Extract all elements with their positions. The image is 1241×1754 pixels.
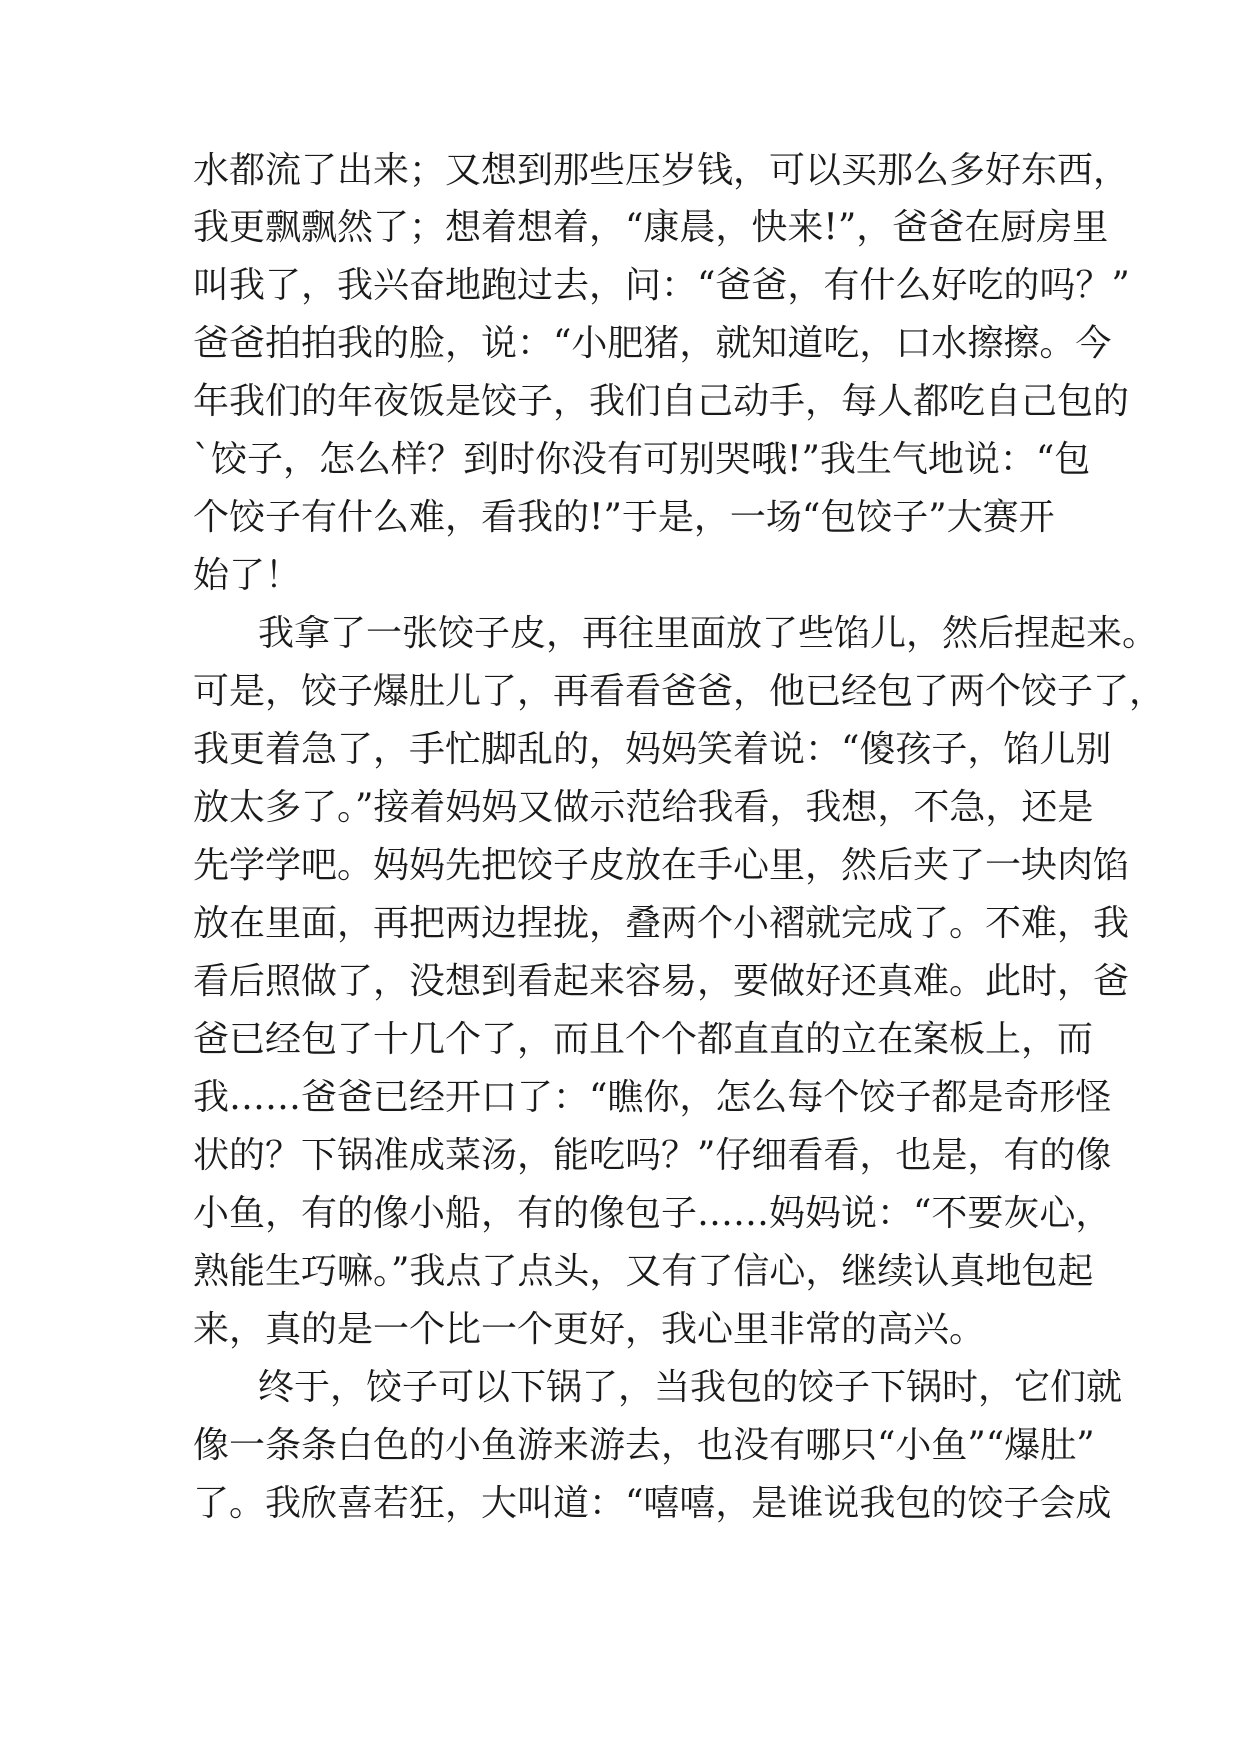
text-line: 放太多了。”接着妈妈又做示范给我看，我想，不急，还是 [193, 787, 1094, 828]
text-line: 水都流了出来；又想到那些压岁钱，可以买那么多好东西， [193, 150, 1130, 191]
text-line: 我更飘飘然了；想着想着，“康晨，快来!”，爸爸在厨房里 [193, 207, 1109, 248]
text-line: 放在里面，再把两边捏拢，叠两个小褶就完成了。不难，我 [193, 903, 1130, 944]
text-line: 先学学吧。妈妈先把饺子皮放在手心里，然后夹了一块肉馅 [193, 845, 1130, 886]
text-line: 看后照做了，没想到看起来容易，要做好还真难。此时，爸 [193, 961, 1130, 1002]
text-line: `饺子，怎么样？到时你没有可别哭哦!”我生气地说：“包 [193, 439, 1091, 480]
text-line: 来，真的是一个比一个更好，我心里非常的高兴。 [193, 1309, 986, 1350]
text-line: 我更着急了，手忙脚乱的，妈妈笑着说：“傻孩子，馅儿别 [193, 729, 1112, 770]
text-line: 终于，饺子可以下锅了，当我包的饺子下锅时，它们就 [258, 1367, 1123, 1408]
text-line: 个饺子有什么难，看我的!”于是，一场“包饺子”大赛开 [193, 497, 1055, 538]
text-line: 叫我了，我兴奋地跑过去，问：“爸爸，有什么好吃的吗？” [193, 265, 1130, 306]
text-line: 了。我欣喜若狂，大叫道：“嘻嘻，是谁说我包的饺子会成 [193, 1483, 1112, 1524]
text-line: 始了！ [193, 555, 302, 596]
text-line: 可是，饺子爆肚儿了，再看看爸爸，他已经包了两个饺子了， [193, 671, 1166, 712]
text-line: 状的？下锅准成菜汤，能吃吗？”仔细看看，也是，有的像 [193, 1135, 1112, 1176]
text-line: 年我们的年夜饭是饺子，我们自己动手，每人都吃自己包的 [193, 381, 1130, 422]
text-line: 爸爸拍拍我的脸，说：“小肥猪，就知道吃，口水擦擦。今 [193, 323, 1112, 364]
text-line: 我拿了一张饺子皮，再往里面放了些馅儿，然后捏起来。 [258, 613, 1159, 654]
text-line: 像一条条白色的小鱼游来游去，也没有哪只“小鱼”“爆肚” [193, 1425, 1095, 1466]
text-line: 熟能生巧嘛。”我点了点头，又有了信心，继续认真地包起 [193, 1251, 1094, 1292]
text-line: 小鱼，有的像小船，有的像包子……妈妈说：“不要灰心， [193, 1193, 1112, 1234]
text-line: 我……爸爸已经开口了：“瞧你，怎么每个饺子都是奇形怪 [193, 1077, 1112, 1118]
text-line: 爸已经包了十几个了，而且个个都直直的立在案板上，而 [193, 1019, 1094, 1060]
